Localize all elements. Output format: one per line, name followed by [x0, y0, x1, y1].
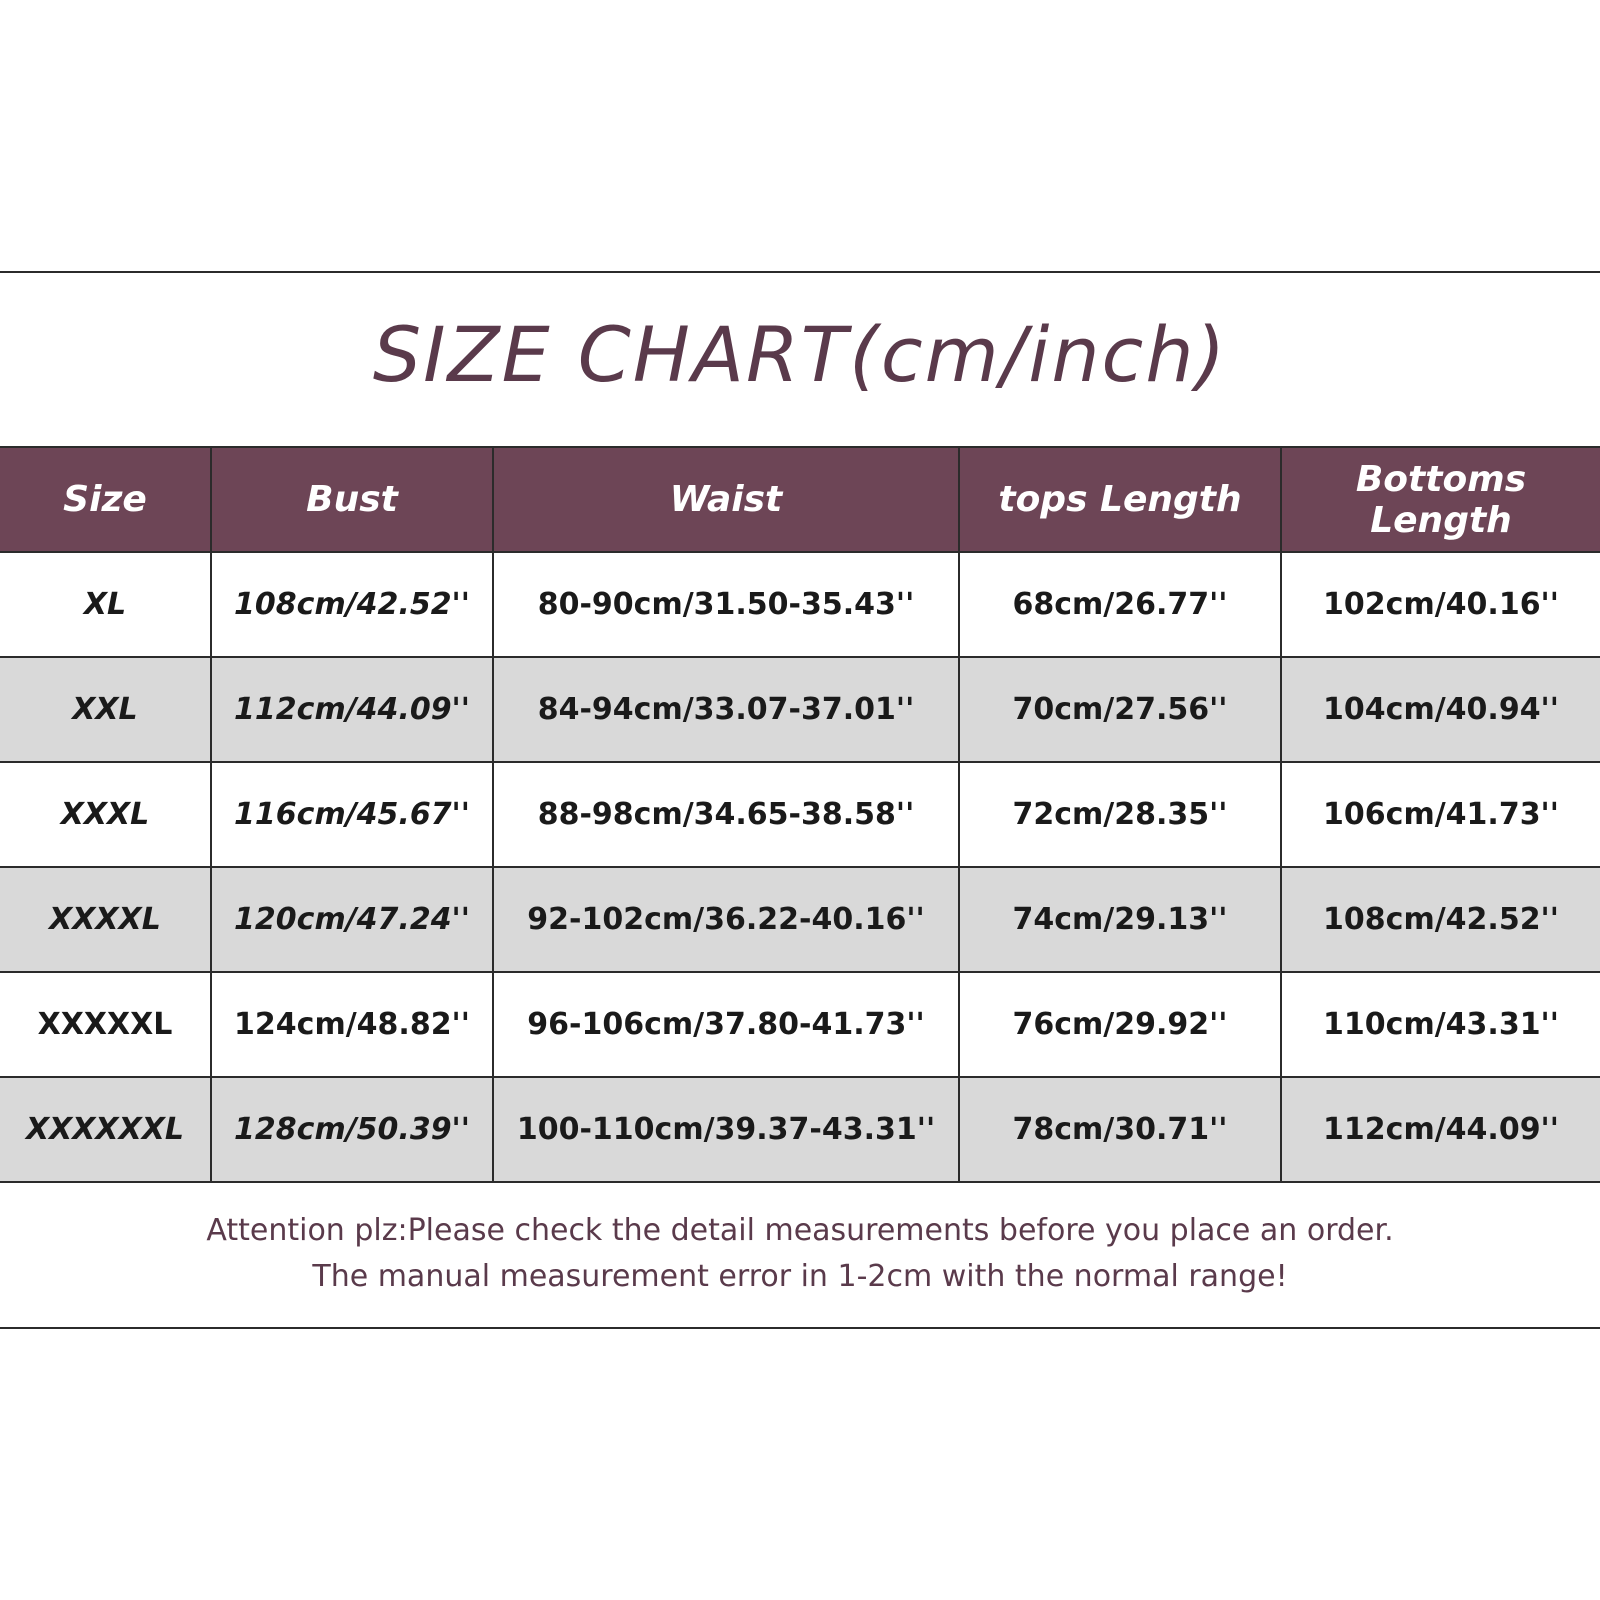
size-cell: XL — [0, 552, 211, 657]
bottoms-length-cell: 110cm/43.31'' — [1281, 972, 1600, 1077]
column-header-waist: Waist — [493, 447, 959, 552]
table-row — [0, 972, 1600, 1077]
bottoms-length-cell: 106cm/41.73'' — [1281, 762, 1600, 867]
bust-cell: 120cm/47.24'' — [211, 867, 493, 972]
tops-length-cell: 72cm/28.35'' — [959, 762, 1281, 867]
size-cell: XXXXL — [0, 867, 211, 972]
column-header-size: Size — [0, 447, 211, 552]
table-row — [0, 1077, 1600, 1182]
error-range-note: The manual measurement error in 1-2cm with the normal range! — [312, 1259, 1288, 1294]
bust-cell: 124cm/48.82'' — [211, 972, 493, 1077]
table-row — [0, 552, 1600, 657]
size-chart-title: SIZE CHART(cm/inch) — [372, 310, 1228, 399]
waist-cell: 84-94cm/33.07-37.01'' — [493, 657, 959, 762]
bottoms-length-cell: 112cm/44.09'' — [1281, 1077, 1600, 1182]
tops-length-cell: 68cm/26.77'' — [959, 552, 1281, 657]
column-header-bust: Bust — [211, 447, 493, 552]
bottoms-length-cell: 102cm/40.16'' — [1281, 552, 1600, 657]
column-header-tops-length: tops Length — [959, 447, 1281, 552]
bust-cell: 128cm/50.39'' — [211, 1077, 493, 1182]
bottoms-length-cell: 108cm/42.52'' — [1281, 867, 1600, 972]
bust-cell: 112cm/44.09'' — [211, 657, 493, 762]
tops-length-cell: 70cm/27.56'' — [959, 657, 1281, 762]
table-header-row — [0, 447, 1600, 552]
bust-cell: 108cm/42.52'' — [211, 552, 493, 657]
tops-length-cell: 78cm/30.71'' — [959, 1077, 1281, 1182]
bust-cell: 116cm/45.67'' — [211, 762, 493, 867]
table-row — [0, 867, 1600, 972]
tops-length-cell: 74cm/29.13'' — [959, 867, 1281, 972]
waist-cell: 96-106cm/37.80-41.73'' — [493, 972, 959, 1077]
size-cell: XXXL — [0, 762, 211, 867]
waist-cell: 100-110cm/39.37-43.31'' — [493, 1077, 959, 1182]
size-cell: XXL — [0, 657, 211, 762]
size-cell: XXXXXXL — [0, 1077, 211, 1182]
top-divider — [0, 271, 1600, 273]
waist-cell: 92-102cm/36.22-40.16'' — [493, 867, 959, 972]
column-header-bottoms-length: Bottoms Length — [1281, 447, 1600, 552]
waist-cell: 88-98cm/34.65-38.58'' — [493, 762, 959, 867]
tops-length-cell: 76cm/29.92'' — [959, 972, 1281, 1077]
bottom-divider — [0, 1327, 1600, 1329]
table-row — [0, 657, 1600, 762]
waist-cell: 80-90cm/31.50-35.43'' — [493, 552, 959, 657]
table-row — [0, 762, 1600, 867]
bottoms-length-cell: 104cm/40.94'' — [1281, 657, 1600, 762]
size-chart-table — [0, 446, 1600, 1183]
measurement-notes — [0, 1208, 1600, 1300]
attention-note: Attention plz:Please check the detail measurements before you place an order. — [206, 1213, 1394, 1248]
size-cell: XXXXXL — [0, 972, 211, 1077]
